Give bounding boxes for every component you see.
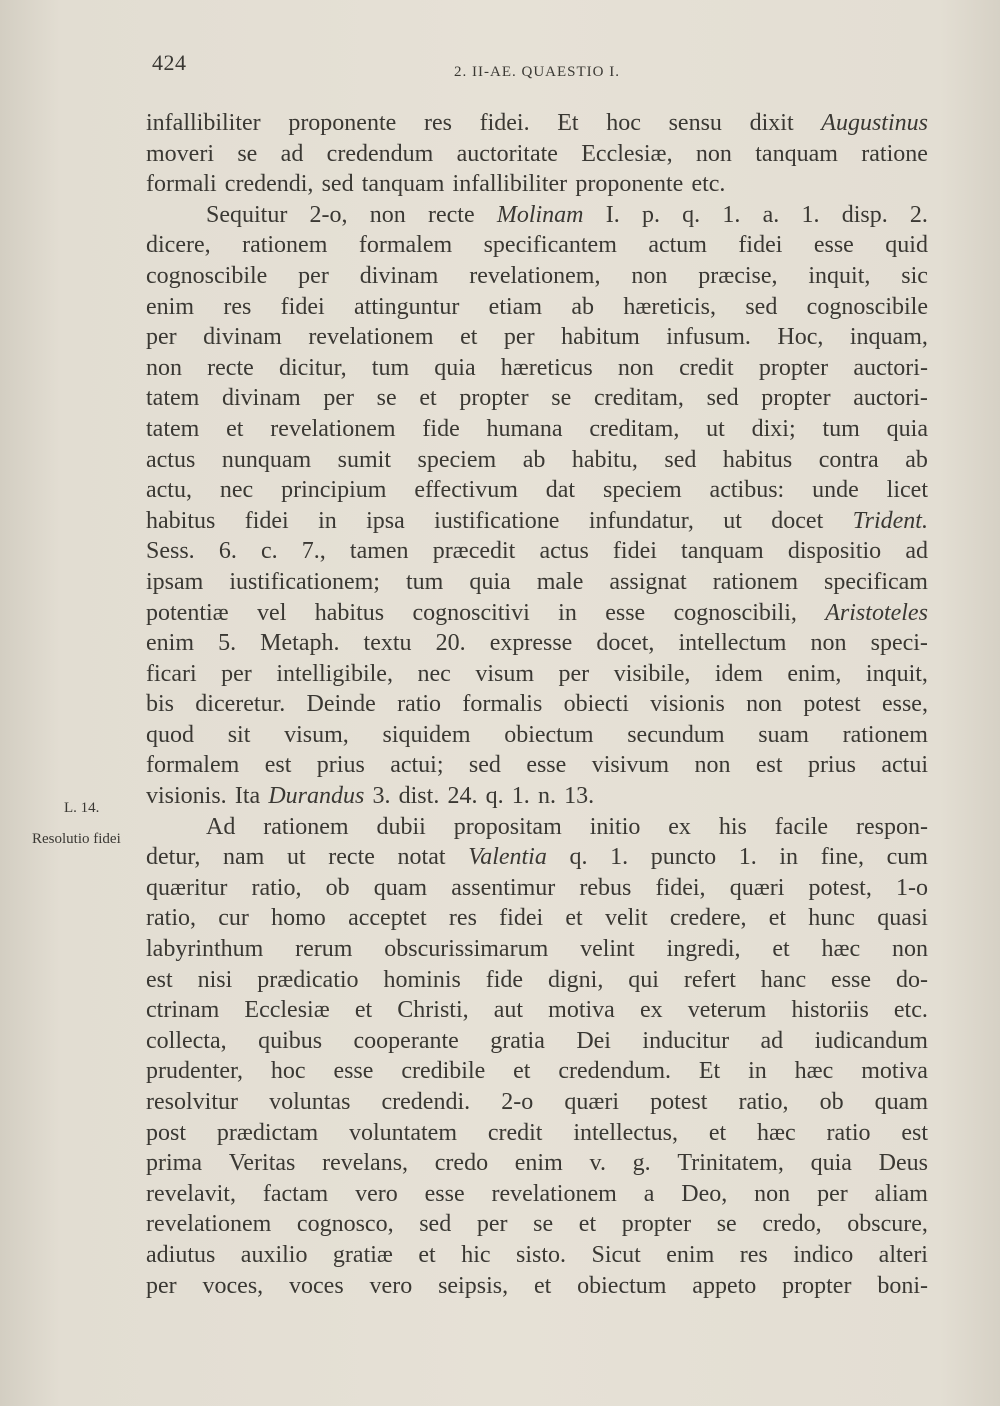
text-line: cognoscibile per divinam revelationem, non præcise, inquit, sic (146, 262, 928, 289)
page-number: 424 (152, 50, 187, 75)
text-line: post prædictam voluntatem credit intellectus, et hæc ratio est (146, 1119, 928, 1146)
text-line: visionis. Ita Durandus 3. dist. 24. q. 1. n. 13. (146, 783, 595, 810)
text-line: prudenter, hoc esse credibile et credendum. Et in hæc motiva (146, 1058, 928, 1085)
text-line: enim 5. Metaph. textu 20. expresse docet, intellectum non speci- (146, 630, 928, 657)
text-line: est nisi prædicatio hominis fide digni, qui refert hanc esse do- (146, 966, 928, 993)
text-line: dicere, rationem formalem specificantem actum fidei esse quid (146, 232, 928, 259)
text-line: tatem divinam per se et propter se creditam, sed propter auctori- (146, 385, 928, 412)
text-line: collecta, quibus cooperante gratia Dei inducitur ad iudicandum (146, 1027, 928, 1054)
text-line: ratio, cur homo acceptet res fidei et velit credere, et hunc quasi (146, 905, 928, 932)
margin-section-title: Resolutio fidei (32, 831, 121, 847)
margin-section-ref: L. 14. (64, 800, 100, 816)
text-line: labyrinthum rerum obscurissimarum velint ingredi, et hæc non (146, 936, 928, 963)
text-line: formalem est prius actui; sed esse visivum non est prius actui (146, 752, 928, 779)
text-line: revelavit, factam vero esse revelationem a Deo, non per aliam (146, 1180, 928, 1207)
text-line: adiutus auxilio gratiæ et hic sisto. Sicut enim res indico alteri (146, 1241, 928, 1268)
text-line: ficari per intelligibile, nec visum per visibile, idem enim, inquit, (146, 660, 928, 687)
text-line: resolvitur voluntas credendi. 2-o quæri potest ratio, ob quam (146, 1089, 928, 1115)
text-line: enim res fidei attinguntur etiam ab hæreticis, sed cognoscibile (146, 293, 928, 320)
body-text (146, 108, 928, 1301)
text-line: infallibiliter proponente res fidei. Et hoc sensu dixit Augustinus (146, 110, 928, 136)
text-line: Sequitur 2-o, non recte Molinam I. p. q. 1. a. 1. disp. 2. (206, 201, 928, 228)
text-line: potentiæ vel habitus cognoscitivi in esse cognoscibili, Aristoteles (146, 599, 928, 626)
text-line: actus nunquam sumit speciem ab habitu, sed habitus contra ab (146, 446, 928, 473)
text-line: non recte dicitur, tum quia hæreticus non credit propter auctori- (146, 354, 928, 381)
text-line: per voces, voces vero seipsis, et obiectum appeto propter boni- (146, 1272, 928, 1299)
text-line: Ad rationem dubii propositam initio ex his facile respon- (206, 813, 928, 840)
text-line: prima Veritas revelans, credo enim v. g. Trinitatem, quia Deus (146, 1150, 928, 1177)
text-line: quæritur ratio, ob quam assentimur rebus fidei, quæri potest, 1-o (146, 874, 928, 901)
text-line: revelationem cognosco, sed per se et propter se credo, obscure, (146, 1211, 928, 1238)
text-line: ipsam iustificationem; tum quia male assignat rationem specificam (146, 568, 928, 595)
text-line: tatem et revelationem fide humana creditam, ut dixi; tum quia (146, 415, 928, 442)
text-line: moveri se ad credendum auctoritate Ecclesiæ, non tanquam ratione (146, 140, 928, 167)
text-line: Sess. 6. c. 7., tamen præcedit actus fidei tanquam dispositio ad (146, 538, 928, 565)
text-line: actu, nec principium effectivum dat speciem actibus: unde licet (146, 477, 928, 504)
text-line: habitus fidei in ipsa iustificatione infundatur, ut docet Trident. (146, 507, 928, 534)
text-line: per divinam revelationem et per habitum infusum. Hoc, inquam, (146, 324, 928, 351)
text-line: ctrinam Ecclesiæ et Christi, aut motiva ex veterum historiis etc. (146, 997, 928, 1024)
text-line: formali credendi, sed tanquam infallibiliter proponente etc. (146, 171, 726, 198)
text-line: quod sit visum, siquidem obiectum secundum suam rationem (146, 721, 928, 748)
running-title: 2. II-AE. QUAESTIO I. (454, 64, 620, 80)
text-line: detur, nam ut recte notat Valentia q. 1. puncto 1. in fine, cum (146, 844, 928, 871)
text-line: bis diceretur. Deinde ratio formalis obiecti visionis non potest esse, (146, 691, 928, 718)
